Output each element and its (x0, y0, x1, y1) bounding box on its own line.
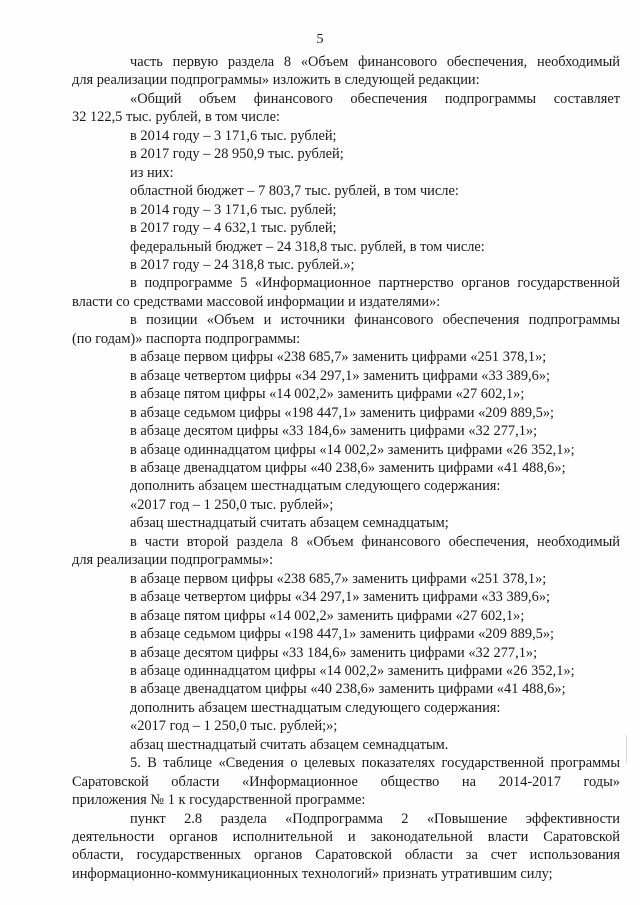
text-line: в абзаце десятом цифры «33 184,6» заменить цифрами «32 277,1»; (130, 423, 538, 440)
text-line: в абзаце десятом цифры «33 184,6» заменить цифрами «32 277,1»; (130, 644, 538, 661)
text-line: в абзаце седьмом цифры «198 447,1» заменить цифрами «209 889,5»; (130, 404, 555, 421)
text-line: Саратовской области «Информационное общество на 2014-2017 годы» (72, 773, 620, 790)
text-line: пункт 2.8 раздела «Подпрограмма 2 «Повышение эффективности (130, 810, 620, 827)
text-line: «2017 год – 1 250,0 тыс. рублей»; (130, 496, 334, 513)
text-line: в 2017 году – 4 632,1 тыс. рублей; (130, 220, 337, 237)
text-line: в абзаце седьмом цифры «198 447,1» заменить цифрами «209 889,5»; (130, 626, 555, 643)
text-line: в абзаце четвертом цифры «34 297,1» заменить цифрами «33 389,6»; (130, 367, 551, 384)
text-line: в абзаце одиннадцатом цифры «14 002,2» заменить цифрами «26 352,1»; (130, 662, 575, 679)
text-line: в 2014 году – 3 171,6 тыс. рублей; (130, 127, 337, 144)
text-line: «Общий объем финансового обеспечения подпрограммы составляет (130, 90, 620, 107)
text-line: дополнить абзацем шестнадцатым следующего содержания: (130, 478, 501, 495)
text-line: области, государственных органов Саратовской области за счет использования (72, 847, 620, 864)
page-number: 5 (316, 32, 324, 47)
text-line: в абзаце четвертом цифры «34 297,1» заменить цифрами «33 389,6»; (130, 589, 551, 606)
text-line: для реализации подпрограммы» изложить в следующей редакции: (72, 72, 480, 89)
text-line: в позиции «Объем и источники финансового обеспечения подпрограммы (130, 312, 620, 329)
text-line: в абзаце пятом цифры «14 002,2» заменить цифрами «27 602,1»; (130, 386, 525, 403)
text-line: деятельности органов исполнительной и законодательной власти Саратовской (72, 829, 620, 846)
text-line: в 2017 году – 24 318,8 тыс. рублей.»; (130, 256, 355, 273)
text-line: в абзаце пятом цифры «14 002,2» заменить цифрами «27 602,1»; (130, 607, 525, 624)
text-line: федеральный бюджет – 24 318,8 тыс. рублей, в том числе: (130, 238, 485, 255)
text-line: из них: (130, 164, 174, 181)
text-line: в абзаце первом цифры «238 685,7» заменить цифрами «251 378,1»; (130, 570, 547, 587)
text-line: приложения № 1 к государственной программе: (72, 792, 366, 809)
text-line: в 2017 году – 28 950,9 тыс. рублей; (130, 146, 344, 163)
text-line: в абзаце двенадцатом цифры «40 238,6» заменить цифрами «41 488,6»; (130, 459, 566, 476)
text-line: в части второй раздела 8 «Объем финансового обеспечения, необходимый (130, 533, 620, 550)
text-line: часть первую раздела 8 «Объем финансового обеспечения, необходимый (130, 54, 620, 70)
text-line: (по годам)» паспорта подпрограммы: (72, 330, 301, 347)
text-line: в абзаце первом цифры «238 685,7» заменить цифрами «251 378,1»; (130, 349, 547, 366)
text-line: абзац шестнадцатый считать абзацем семнадцатым; (130, 515, 449, 532)
text-line: 5. В таблице «Сведения о целевых показателях государственной программы (130, 755, 620, 772)
text-line: абзац шестнадцатый считать абзацем семнадцатым. (130, 736, 449, 753)
text-line: информационно-коммуникационных технологий» признать утратившим силу; (72, 865, 553, 882)
text-line: «2017 год – 1 250,0 тыс. рублей;»; (130, 718, 338, 735)
text-line: 32 122,5 тыс. рублей, в том числе: (72, 109, 280, 126)
text-line: областной бюджет – 7 803,7 тыс. рублей, в том числе: (130, 183, 459, 200)
text-line: дополнить абзацем шестнадцатым следующего содержания: (130, 699, 501, 716)
document-body (72, 53, 620, 883)
text-line: в 2014 году – 3 171,6 тыс. рублей; (130, 201, 337, 218)
text-line: для реализации подпрограммы»: (72, 552, 274, 569)
margin-mark (626, 735, 627, 763)
text-line: в абзаце двенадцатом цифры «40 238,6» заменить цифрами «41 488,6»; (130, 681, 566, 698)
text-line: власти со средствами массовой информации и издателями»: (72, 293, 441, 310)
text-line: в абзаце одиннадцатом цифры «14 002,2» заменить цифрами «26 352,1»; (130, 441, 575, 458)
text-line: в подпрограмме 5 «Информационное партнерство органов государственной (130, 275, 620, 292)
